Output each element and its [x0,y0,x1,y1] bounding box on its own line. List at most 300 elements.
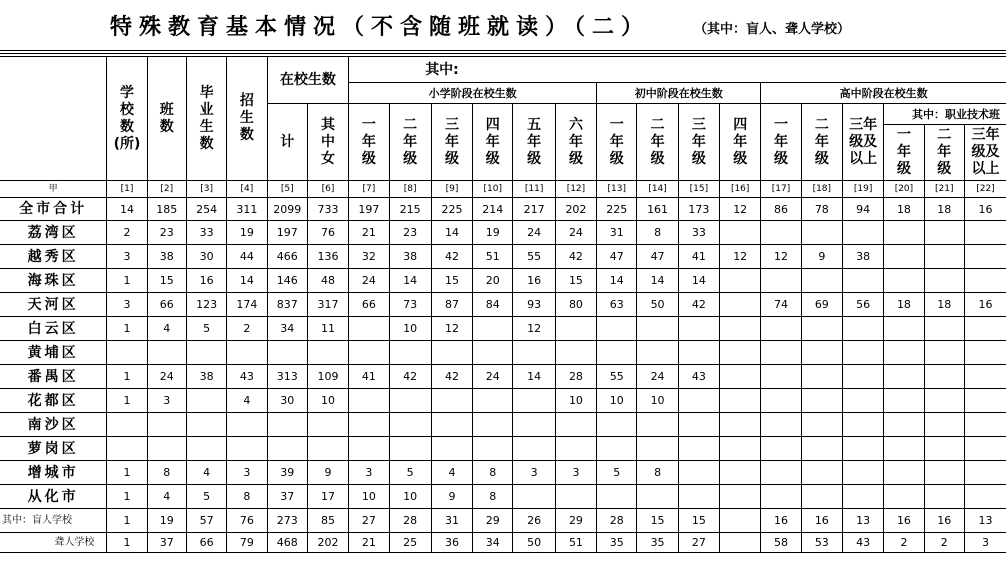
table-cell: 14 [597,269,637,293]
table-cell [884,437,924,461]
table-cell [555,341,596,365]
table-cell [720,341,761,365]
data-rows [0,198,1006,553]
table-cell [349,341,389,365]
table-cell: 185 [147,198,186,221]
table-cell [884,221,924,245]
index-cell: [8] [389,181,431,198]
table-cell: 66 [147,293,186,317]
col-header-v-g3plus: 三年级及以上 [964,125,1006,181]
table-cell [389,413,431,437]
table-cell: 2 [884,533,924,553]
table-cell: 1 [107,389,147,413]
row-label: 黄埔区 [0,341,107,365]
table-cell: 27 [349,509,389,533]
table-cell: 31 [431,509,472,533]
page-title-block [0,4,1006,44]
table-cell: 80 [555,293,596,317]
table-cell: 14 [107,198,147,221]
table-cell [349,437,389,461]
table-cell [761,317,801,341]
table-cell: 4 [431,461,472,485]
table-cell [637,437,678,461]
table-cell: 74 [761,293,801,317]
table-cell: 123 [186,293,226,317]
table-cell [637,341,678,365]
title-rule [0,50,1006,51]
table-cell [801,269,842,293]
table-cell: 79 [227,533,267,553]
table-cell [761,413,801,437]
index-cell: [16] [720,181,761,198]
table-cell: 5 [186,485,226,509]
table-cell: 202 [307,533,348,553]
table-cell: 42 [678,293,719,317]
table-cell: 3 [107,245,147,269]
table-cell: 43 [678,365,719,389]
table-cell: 84 [473,293,513,317]
table-cell: 41 [678,245,719,269]
table-cell: 136 [307,245,348,269]
table-cell: 27 [678,533,719,553]
table-cell: 3 [513,461,555,485]
table-cell [678,437,719,461]
table-cell: 34 [267,317,307,341]
table-cell: 17 [307,485,348,509]
table-cell: 10 [389,485,431,509]
table-cell [186,341,226,365]
table-cell [720,317,761,341]
table-cell: 36 [431,533,472,553]
table-cell: 12 [431,317,472,341]
table-row [0,198,1006,221]
row-label: 花都区 [0,389,107,413]
col-header-p-g5: 五年级 [513,104,555,181]
table-cell [801,485,842,509]
table-cell [964,389,1006,413]
table-cell [267,437,307,461]
table-cell: 51 [473,245,513,269]
table-cell [186,389,226,413]
index-cell: [14] [637,181,678,198]
table-cell: 837 [267,293,307,317]
table-cell [227,437,267,461]
table-cell [924,389,964,413]
index-row [0,181,1006,198]
table-row [0,413,1006,437]
table-cell [597,485,637,509]
table-row [0,245,1006,269]
col-header-p-g3: 三年级 [431,104,472,181]
index-cell: [2] [147,181,186,198]
table-cell [307,413,348,437]
table-cell: 10 [349,485,389,509]
row-label: 荔湾区 [0,221,107,245]
table-cell: 15 [147,269,186,293]
index-cell: [3] [186,181,226,198]
table-cell [964,365,1006,389]
table-cell: 41 [349,365,389,389]
table-cell: 4 [186,461,226,485]
table-cell: 19 [473,221,513,245]
table-cell: 3 [107,293,147,317]
table-cell: 50 [513,533,555,553]
table-cell [267,341,307,365]
table-cell: 173 [678,198,719,221]
col-header-s-g1: 一年级 [761,104,801,181]
table-cell [307,437,348,461]
table-cell: 42 [555,245,596,269]
table-cell [801,437,842,461]
table-cell: 32 [349,245,389,269]
table-cell: 273 [267,509,307,533]
table-cell: 8 [473,461,513,485]
table-cell: 225 [597,198,637,221]
table-cell: 38 [842,245,883,269]
table-cell: 9 [307,461,348,485]
table-cell [227,413,267,437]
table-cell: 14 [389,269,431,293]
table-cell: 217 [513,198,555,221]
table-cell: 57 [186,509,226,533]
table-cell [555,437,596,461]
table-cell: 4 [227,389,267,413]
table-cell: 28 [597,509,637,533]
statistics-table [0,56,1006,553]
col-header-p-g6: 六年级 [555,104,596,181]
table-cell: 5 [186,317,226,341]
table-cell: 76 [227,509,267,533]
table-row [0,365,1006,389]
table-cell [801,341,842,365]
table-cell: 1 [107,269,147,293]
table-cell [884,413,924,437]
row-label: 其中：盲人学校 [0,509,107,533]
index-cell: [9] [431,181,472,198]
table-cell [761,389,801,413]
col-header-total: 计 [267,104,307,181]
index-cell: [18] [801,181,842,198]
table-row [0,221,1006,245]
table-cell [924,485,964,509]
table-cell: 1 [107,461,147,485]
table-cell: 28 [555,365,596,389]
table-cell: 2 [227,317,267,341]
table-cell: 15 [637,509,678,533]
table-row [0,509,1006,533]
table-cell: 18 [884,198,924,221]
table-cell [720,437,761,461]
table-cell: 35 [597,533,637,553]
table-cell: 43 [842,533,883,553]
table-cell [473,341,513,365]
table-cell [431,389,472,413]
table-row [0,293,1006,317]
row-label: 增城市 [0,461,107,485]
corner-cell [0,57,107,181]
col-header-junior: 初中阶段在校生数 [597,83,761,104]
row-label: 全市合计 [0,198,107,221]
table-cell [720,461,761,485]
col-header-female: 其中女 [307,104,348,181]
table-cell: 3 [555,461,596,485]
table-cell: 56 [842,293,883,317]
table-cell [637,413,678,437]
table-cell: 10 [555,389,596,413]
table-cell [555,413,596,437]
table-row [0,317,1006,341]
table-row [0,389,1006,413]
table-cell: 33 [678,221,719,245]
table-cell: 214 [473,198,513,221]
col-header-s-g3plus: 三年级及以上 [842,104,883,181]
table-cell: 69 [801,293,842,317]
table-cell: 16 [186,269,226,293]
table-cell: 16 [964,293,1006,317]
table-row [0,461,1006,485]
table-cell: 42 [389,365,431,389]
table-cell: 13 [842,509,883,533]
table-cell [720,269,761,293]
table-cell [842,389,883,413]
table-cell: 5 [597,461,637,485]
row-label: 从化市 [0,485,107,509]
index-cell: [6] [307,181,348,198]
table-cell [720,533,761,553]
index-cell: [5] [267,181,307,198]
table-row [0,533,1006,553]
table-row [0,341,1006,365]
table-cell: 38 [147,245,186,269]
table-cell [842,317,883,341]
table-cell: 47 [597,245,637,269]
table-cell: 31 [597,221,637,245]
table-cell: 10 [389,317,431,341]
table-cell [678,485,719,509]
table-cell: 311 [227,198,267,221]
table-cell: 39 [267,461,307,485]
table-cell [431,437,472,461]
table-cell [801,221,842,245]
table-cell [720,221,761,245]
table-cell: 12 [720,245,761,269]
table-cell [473,413,513,437]
table-cell [513,341,555,365]
table-cell: 3 [349,461,389,485]
table-cell: 12 [720,198,761,221]
table-cell [637,317,678,341]
table-cell [597,341,637,365]
table-cell: 215 [389,198,431,221]
table-cell: 16 [801,509,842,533]
table-cell: 35 [637,533,678,553]
table-cell [801,389,842,413]
table-cell: 10 [637,389,678,413]
table-cell [964,413,1006,437]
table-cell [964,485,1006,509]
row-label: 海珠区 [0,269,107,293]
table-cell [637,485,678,509]
table-cell: 197 [349,198,389,221]
table-cell: 55 [513,245,555,269]
table-cell: 18 [884,293,924,317]
index-cell: [17] [761,181,801,198]
table-cell: 55 [597,365,637,389]
table-cell: 78 [801,198,842,221]
table-cell: 466 [267,245,307,269]
table-cell: 76 [307,221,348,245]
table-cell [720,365,761,389]
table-cell: 30 [186,245,226,269]
col-header-enrollment: 招生数 [227,57,267,181]
table-cell: 9 [431,485,472,509]
table-cell: 14 [227,269,267,293]
table-cell: 15 [678,509,719,533]
table-cell: 51 [555,533,596,553]
table-cell: 5 [389,461,431,485]
index-cell: [7] [349,181,389,198]
table-cell: 18 [924,293,964,317]
table-cell: 24 [147,365,186,389]
index-cell: [13] [597,181,637,198]
table-cell [964,245,1006,269]
table-cell: 28 [389,509,431,533]
table-cell [513,485,555,509]
table-cell: 1 [107,317,147,341]
table-cell [473,437,513,461]
title-rule-double [0,53,1006,54]
table-cell: 26 [513,509,555,533]
table-row [0,269,1006,293]
table-cell: 66 [349,293,389,317]
table-cell: 16 [884,509,924,533]
table-cell: 14 [513,365,555,389]
col-header-v-g1: 一年级 [884,125,924,181]
table-cell [924,437,964,461]
table-cell [842,365,883,389]
table-cell: 30 [267,389,307,413]
table-cell: 48 [307,269,348,293]
index-cell: [19] [842,181,883,198]
table-cell [389,437,431,461]
table-cell [513,389,555,413]
table-cell [555,485,596,509]
table-cell: 8 [227,485,267,509]
col-header-s-g2: 二年级 [801,104,842,181]
col-header-classes: 班数 [147,57,186,181]
table-cell: 29 [555,509,596,533]
table-cell [513,437,555,461]
table-cell: 87 [431,293,472,317]
table-cell: 313 [267,365,307,389]
index-row-label: 甲 [0,181,107,198]
table-cell: 20 [473,269,513,293]
table-cell: 15 [555,269,596,293]
table-cell: 42 [431,245,472,269]
table-cell: 43 [227,365,267,389]
table-cell: 16 [924,509,964,533]
row-label: 萝岗区 [0,437,107,461]
table-cell: 1 [107,365,147,389]
table-cell [761,221,801,245]
table-cell [147,341,186,365]
table-cell [964,269,1006,293]
table-cell [924,413,964,437]
table-cell [842,413,883,437]
table-cell: 50 [637,293,678,317]
index-cell: [21] [924,181,964,198]
col-header-j-g2: 二年级 [637,104,678,181]
table-cell: 2099 [267,198,307,221]
table-cell: 47 [637,245,678,269]
table-cell [473,317,513,341]
table-cell: 53 [801,533,842,553]
table-cell [678,413,719,437]
table-cell [597,317,637,341]
table-cell [884,461,924,485]
table-cell [924,245,964,269]
table-cell [842,221,883,245]
table-cell [884,365,924,389]
table-cell: 8 [637,461,678,485]
table-cell: 15 [431,269,472,293]
table-cell: 197 [267,221,307,245]
table-cell: 225 [431,198,472,221]
index-cell: [1] [107,181,147,198]
table-cell: 66 [186,533,226,553]
table-cell: 146 [267,269,307,293]
table-cell [349,413,389,437]
table-cell [884,485,924,509]
table-cell: 37 [267,485,307,509]
table-cell: 93 [513,293,555,317]
table-cell [597,413,637,437]
table-cell: 38 [389,245,431,269]
table-cell [964,461,1006,485]
table-cell: 1 [107,533,147,553]
table-cell [842,269,883,293]
table-cell: 94 [842,198,883,221]
table-cell [964,341,1006,365]
col-header-v-g2: 二年级 [924,125,964,181]
page-title: 特殊教育基本情况（不含随班就读）（二） [110,15,651,40]
table-cell: 44 [227,245,267,269]
index-cell: [20] [884,181,924,198]
col-header-primary: 小学阶段在校生数 [349,83,597,104]
row-label: 天河区 [0,293,107,317]
table-cell [801,317,842,341]
table-cell [720,389,761,413]
table-cell [678,341,719,365]
table-cell: 13 [964,509,1006,533]
table-cell [884,245,924,269]
table-cell: 21 [349,221,389,245]
table-cell [964,317,1006,341]
table-cell [107,413,147,437]
col-header-schools: 学校数(所) [107,57,147,181]
table-cell: 58 [761,533,801,553]
table-cell: 14 [637,269,678,293]
table-cell: 14 [678,269,719,293]
table-cell [801,461,842,485]
table-cell [842,461,883,485]
table-cell: 161 [637,198,678,221]
col-header-j-g3: 三年级 [678,104,719,181]
table-cell: 23 [389,221,431,245]
index-cell: [22] [964,181,1006,198]
table-cell [720,413,761,437]
col-header-p-g2: 二年级 [389,104,431,181]
